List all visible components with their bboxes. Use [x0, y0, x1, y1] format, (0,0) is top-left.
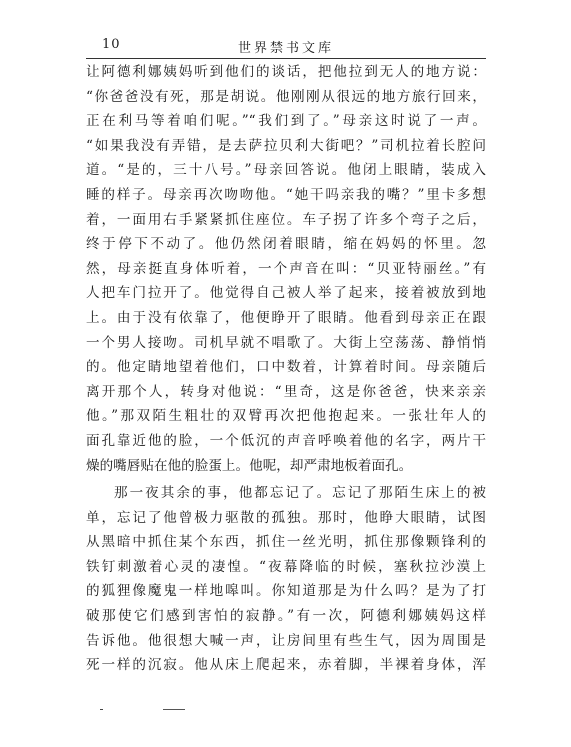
text-line: 上。由于没有依靠了，他便睁开了眼睛。他看到母亲正在跟 — [86, 309, 486, 326]
text-line: 让阿德利娜姨妈听到他们的谈话，把他拉到无人的地方说： — [86, 64, 486, 80]
text-line: 睡的样子。母亲再次吻吻他。“她干吗亲我的嘴？”里卡多想 — [86, 186, 486, 203]
text-line: 破那使它们感到害怕的寂静。”有一次，阿德利娜姨妈这样 — [86, 608, 486, 625]
text-line: “你爸爸没有死，那是胡说。他刚刚从很远的地方旅行回来， — [86, 88, 486, 105]
text-line: 的。他定睛地望着他们，口中数着，计算着时间。母亲随后 — [86, 359, 486, 376]
text-line: “如果我没有弄错，是去萨拉贝利大街吧？”司机拉着长腔问 — [86, 137, 486, 154]
header-rule — [86, 58, 486, 59]
text-line: 人把车门拉开了。他觉得自己被人举了起来，接着被放到地 — [86, 285, 486, 302]
page-header — [86, 37, 486, 57]
text-line: 单，忘记了他曾极力驱散的孤独。那时，他睁大眼睛，试图 — [86, 509, 486, 526]
scan-dot — [100, 709, 103, 710]
text-line: 一个男人接吻。司机早就不唱歌了。大街上空荡荡、静悄悄 — [86, 334, 486, 351]
text-line: 从黑暗中抓住某个东西，抓住一丝光明，抓住那像颗锋利的 — [86, 534, 486, 551]
paragraph-2 — [86, 481, 486, 678]
text-line: 着，一面用右手紧紧抓住座位。车子拐了许多个弯子之后， — [86, 211, 486, 228]
text-line: 离开那个人，转身对他说：“里奇，这是你爸爸，快来亲亲 — [86, 383, 486, 400]
text-line: 死一样的沉寂。他从床上爬起来，赤着脚，半裸着身体，浑 — [86, 657, 486, 674]
text-line: 告诉他。他很想大喊一声，让房间里有些生气，因为周围是 — [86, 632, 486, 649]
text-line: 面孔靠近他的脸，一个低沉的声音呼唤着他的名字，两片干 — [86, 432, 486, 449]
body-text — [86, 60, 486, 678]
text-line: 的狐狸像魔鬼一样地嗥叫。你知道那是为什么吗？是为了打 — [86, 583, 486, 600]
text-line: 终于停下不动了。他仍然闭着眼睛，缩在妈妈的怀里。忽 — [86, 236, 486, 253]
text-line: 铁钉刺激着心灵的凄惶。“夜幕降临的时候，塞秋拉沙漠上 — [86, 558, 486, 575]
text-line: 他。”那双陌生粗壮的双臂再次把他抱起来。一张壮年人的 — [86, 408, 486, 425]
running-title: 世界禁书文库 — [237, 41, 334, 56]
page-number: 10 — [102, 37, 121, 52]
scan-artifact-marks — [100, 709, 220, 713]
paragraph-1 — [86, 60, 486, 478]
text-line: 燥的嘴唇贴在他的脸蛋上。他呢，却严肃地板着面孔。 — [86, 457, 413, 474]
text-line: 道。“是的，三十八号。”母亲回答说。他闭上眼睛，装成入 — [86, 162, 486, 179]
text-line: 然，母亲挺直身体听着，一个声音在叫：“贝亚特丽丝。”有 — [86, 260, 486, 277]
scan-dash — [163, 709, 185, 710]
text-line: 那一夜其余的事，他都忘记了。忘记了那陌生床上的被 — [114, 485, 486, 502]
text-line: 正在利马等着咱们呢。”“我们到了。”母亲这时说了一声。 — [86, 113, 486, 130]
